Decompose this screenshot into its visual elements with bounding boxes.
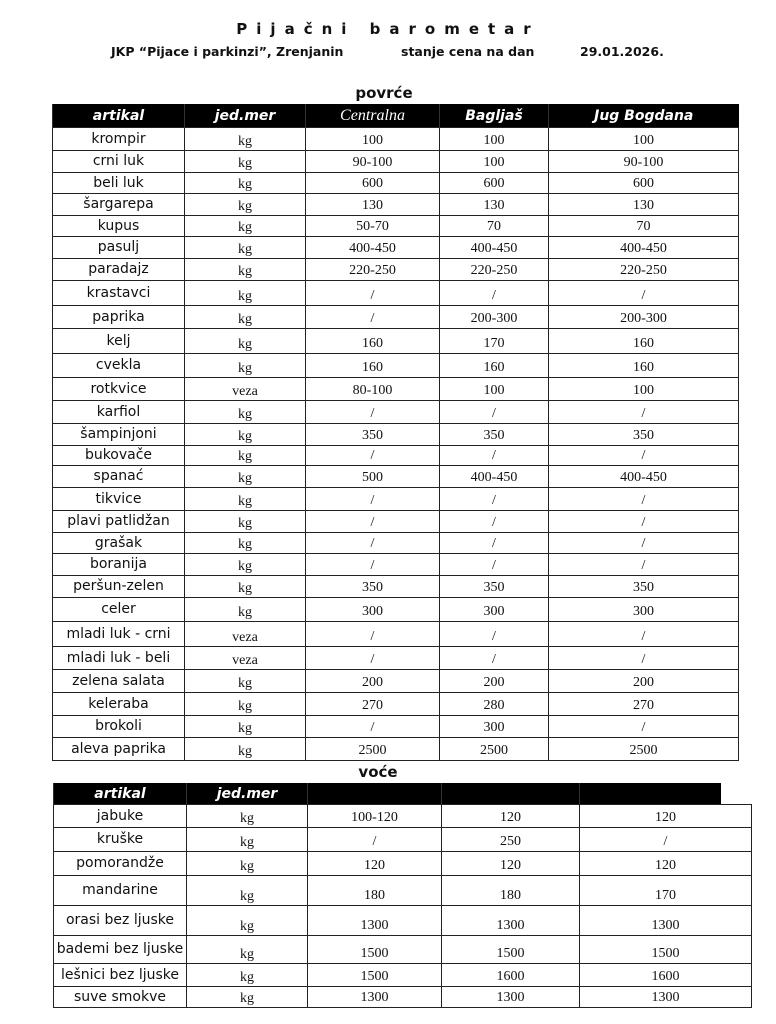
- cell-price-bagljas: /: [440, 401, 549, 424]
- cell-price-centralna: 1300: [308, 906, 442, 936]
- column-header-centralna: Centralna: [306, 104, 440, 128]
- cell-price-jug-bogdana: 350: [549, 576, 739, 598]
- cell-price-centralna: /: [306, 401, 440, 424]
- column-header-jedmer: jed.mer: [187, 783, 308, 804]
- cell-price-jug-bogdana: 170: [580, 876, 752, 906]
- cell-unit: kg: [185, 401, 306, 424]
- cell-price-centralna: /: [306, 306, 440, 329]
- cell-price-bagljas: 400-450: [440, 237, 549, 259]
- cell-price-centralna: 220-250: [306, 259, 440, 281]
- cell-artikal: lešnici bez ljuske: [54, 964, 187, 987]
- cell-unit: kg: [185, 554, 306, 576]
- table-row: [53, 259, 739, 281]
- cell-artikal: aleva paprika: [53, 738, 185, 761]
- cell-artikal: beli luk: [53, 173, 185, 194]
- cell-price-centralna: 180: [308, 876, 442, 906]
- cell-price-centralna: /: [306, 533, 440, 554]
- cell-unit: kg: [185, 670, 306, 693]
- cell-unit: kg: [185, 354, 306, 378]
- table-row: [53, 446, 739, 466]
- column-header-jedmer: jed.mer: [185, 104, 306, 128]
- cell-artikal: mandarine: [54, 876, 187, 906]
- cell-artikal: krastavci: [53, 281, 185, 306]
- cell-price-jug-bogdana: 400-450: [549, 237, 739, 259]
- fruit-table-body: [53, 804, 752, 1008]
- cell-unit: kg: [185, 693, 306, 716]
- cell-price-jug-bogdana: 160: [549, 354, 739, 378]
- cell-unit: kg: [185, 598, 306, 622]
- cell-price-jug-bogdana: /: [549, 622, 739, 647]
- cell-price-centralna: 300: [306, 598, 440, 622]
- cell-price-centralna: 200: [306, 670, 440, 693]
- column-header-jug-bogdana: Jug Bogdana: [549, 104, 739, 128]
- cell-price-centralna: /: [306, 716, 440, 738]
- table-row: [54, 876, 752, 906]
- table-row: [53, 533, 739, 554]
- cell-price-jug-bogdana: 70: [549, 216, 739, 237]
- cell-unit: kg: [185, 716, 306, 738]
- table-row: [54, 906, 752, 936]
- cell-price-bagljas: 1300: [442, 906, 580, 936]
- cell-price-bagljas: 200: [440, 670, 549, 693]
- cell-unit: kg: [185, 446, 306, 466]
- cell-price-jug-bogdana: /: [549, 716, 739, 738]
- vegetables-price-table: [52, 104, 739, 761]
- cell-price-jug-bogdana: 120: [580, 852, 752, 876]
- cell-price-bagljas: 180: [442, 876, 580, 906]
- cell-price-centralna: 160: [306, 329, 440, 354]
- cell-price-bagljas: 130: [440, 194, 549, 216]
- cell-unit: kg: [185, 511, 306, 533]
- cell-price-bagljas: 1600: [442, 964, 580, 987]
- cell-price-bagljas: /: [440, 622, 549, 647]
- cell-price-jug-bogdana: 2500: [549, 738, 739, 761]
- cell-artikal: pasulj: [53, 237, 185, 259]
- table-row: [53, 151, 739, 173]
- cell-unit: kg: [185, 488, 306, 511]
- cell-unit: kg: [185, 216, 306, 237]
- cell-artikal: kruške: [54, 828, 187, 852]
- table-row: [53, 237, 739, 259]
- cell-artikal: rotkvice: [53, 378, 185, 401]
- cell-unit: kg: [185, 259, 306, 281]
- cell-price-bagljas: 200-300: [440, 306, 549, 329]
- table-row: [53, 378, 739, 401]
- cell-price-bagljas: /: [440, 281, 549, 306]
- cell-price-jug-bogdana: 220-250: [549, 259, 739, 281]
- cell-price-jug-bogdana: 160: [549, 329, 739, 354]
- table-row: [53, 128, 739, 151]
- cell-price-centralna: 100-120: [308, 805, 442, 828]
- cell-artikal: spanać: [53, 466, 185, 488]
- cell-artikal: peršun-zelen: [53, 576, 185, 598]
- cell-price-bagljas: 300: [440, 716, 549, 738]
- cell-price-bagljas: 2500: [440, 738, 549, 761]
- table-row: [53, 306, 739, 329]
- table-row: [53, 738, 739, 761]
- cell-artikal: krompir: [53, 128, 185, 151]
- cell-price-centralna: 1300: [308, 987, 442, 1008]
- table-row: [53, 466, 739, 488]
- cell-artikal: kupus: [53, 216, 185, 237]
- table-row: [54, 987, 752, 1008]
- table-row: [53, 554, 739, 576]
- cell-price-jug-bogdana: 300: [549, 598, 739, 622]
- cell-unit: kg: [185, 128, 306, 151]
- cell-price-bagljas: 100: [440, 128, 549, 151]
- table-row: [53, 693, 739, 716]
- cell-artikal: zelena salata: [53, 670, 185, 693]
- table-row: [54, 852, 752, 876]
- date-label: stanje cena na dan: [401, 44, 535, 59]
- cell-price-centralna: 2500: [306, 738, 440, 761]
- cell-artikal: orasi bez ljuske: [54, 906, 187, 936]
- document-title: Pijačni barometar: [236, 20, 540, 38]
- cell-price-bagljas: /: [440, 533, 549, 554]
- table-row: [54, 828, 752, 852]
- table-row: [53, 216, 739, 237]
- cell-artikal: keleraba: [53, 693, 185, 716]
- column-header-market-3: [580, 783, 721, 804]
- cell-artikal: šargarepa: [53, 194, 185, 216]
- cell-artikal: crni luk: [53, 151, 185, 173]
- table-row: [53, 488, 739, 511]
- cell-price-jug-bogdana: 120: [580, 805, 752, 828]
- cell-unit: kg: [185, 424, 306, 446]
- cell-price-bagljas: /: [440, 488, 549, 511]
- cell-price-jug-bogdana: 1300: [580, 906, 752, 936]
- cell-unit: kg: [185, 173, 306, 194]
- cell-artikal: tikvice: [53, 488, 185, 511]
- cell-price-bagljas: 1500: [442, 936, 580, 964]
- cell-artikal: cvekla: [53, 354, 185, 378]
- cell-price-jug-bogdana: /: [549, 647, 739, 670]
- cell-unit: kg: [185, 194, 306, 216]
- cell-price-bagljas: 400-450: [440, 466, 549, 488]
- cell-price-centralna: 400-450: [306, 237, 440, 259]
- cell-price-bagljas: 250: [442, 828, 580, 852]
- cell-price-jug-bogdana: 350: [549, 424, 739, 446]
- cell-price-jug-bogdana: 400-450: [549, 466, 739, 488]
- cell-unit: kg: [185, 576, 306, 598]
- table-row: [53, 173, 739, 194]
- section-title-povrce: povrće: [355, 84, 413, 102]
- cell-price-centralna: /: [306, 511, 440, 533]
- cell-unit: kg: [187, 906, 308, 936]
- cell-price-jug-bogdana: /: [549, 554, 739, 576]
- table-row: [53, 576, 739, 598]
- cell-artikal: mladi luk - crni: [53, 622, 185, 647]
- cell-price-centralna: /: [306, 446, 440, 466]
- cell-price-centralna: 350: [306, 424, 440, 446]
- cell-price-centralna: 100: [306, 128, 440, 151]
- cell-price-centralna: /: [308, 828, 442, 852]
- cell-price-bagljas: /: [440, 647, 549, 670]
- cell-price-jug-bogdana: 1500: [580, 936, 752, 964]
- cell-price-centralna: /: [306, 647, 440, 670]
- cell-unit: kg: [187, 936, 308, 964]
- cell-price-centralna: /: [306, 281, 440, 306]
- section-title-voce: voće: [358, 763, 398, 781]
- table-row: [53, 622, 739, 647]
- cell-artikal: plavi patlidžan: [53, 511, 185, 533]
- cell-artikal: suve smokve: [54, 987, 187, 1008]
- cell-artikal: pomorandže: [54, 852, 187, 876]
- cell-unit: kg: [185, 533, 306, 554]
- cell-price-bagljas: 70: [440, 216, 549, 237]
- cell-artikal: grašak: [53, 533, 185, 554]
- cell-price-jug-bogdana: 270: [549, 693, 739, 716]
- cell-price-bagljas: 120: [442, 805, 580, 828]
- cell-price-bagljas: 160: [440, 354, 549, 378]
- column-header-artikal: artikal: [53, 104, 185, 128]
- cell-unit: kg: [187, 805, 308, 828]
- table-row: [53, 194, 739, 216]
- cell-unit: veza: [185, 622, 306, 647]
- cell-unit: veza: [185, 647, 306, 670]
- cell-unit: kg: [187, 876, 308, 906]
- cell-price-centralna: 1500: [308, 936, 442, 964]
- cell-price-bagljas: 600: [440, 173, 549, 194]
- cell-price-centralna: 500: [306, 466, 440, 488]
- cell-price-centralna: 1500: [308, 964, 442, 987]
- cell-price-jug-bogdana: 1600: [580, 964, 752, 987]
- cell-price-bagljas: 1300: [442, 987, 580, 1008]
- column-header-bagljas: Bagljaš: [440, 104, 549, 128]
- cell-price-centralna: 160: [306, 354, 440, 378]
- cell-price-bagljas: 300: [440, 598, 549, 622]
- cell-unit: kg: [185, 237, 306, 259]
- cell-price-jug-bogdana: /: [580, 828, 752, 852]
- cell-unit: kg: [185, 151, 306, 173]
- column-header-market-1: [308, 783, 442, 804]
- cell-price-jug-bogdana: 1300: [580, 987, 752, 1008]
- cell-artikal: paradajz: [53, 259, 185, 281]
- cell-price-jug-bogdana: /: [549, 511, 739, 533]
- cell-price-bagljas: /: [440, 511, 549, 533]
- cell-price-jug-bogdana: /: [549, 533, 739, 554]
- table-header-row: [54, 783, 721, 804]
- cell-artikal: bukovače: [53, 446, 185, 466]
- cell-price-jug-bogdana: 100: [549, 128, 739, 151]
- cell-price-centralna: 90-100: [306, 151, 440, 173]
- table-row: [53, 424, 739, 446]
- cell-artikal: boranija: [53, 554, 185, 576]
- cell-price-bagljas: 350: [440, 576, 549, 598]
- cell-price-jug-bogdana: 600: [549, 173, 739, 194]
- cell-artikal: šampinjoni: [53, 424, 185, 446]
- table-row: [53, 401, 739, 424]
- column-header-artikal: artikal: [54, 783, 187, 804]
- cell-price-jug-bogdana: 200-300: [549, 306, 739, 329]
- cell-price-centralna: 600: [306, 173, 440, 194]
- cell-price-jug-bogdana: 200: [549, 670, 739, 693]
- cell-unit: kg: [187, 828, 308, 852]
- cell-price-centralna: 350: [306, 576, 440, 598]
- cell-price-bagljas: 350: [440, 424, 549, 446]
- cell-price-jug-bogdana: 130: [549, 194, 739, 216]
- cell-artikal: bademi bez ljuske: [54, 936, 187, 964]
- table-row: [53, 354, 739, 378]
- table-row: [53, 598, 739, 622]
- cell-unit: kg: [187, 987, 308, 1008]
- table-row: [53, 511, 739, 533]
- cell-price-bagljas: 120: [442, 852, 580, 876]
- cell-price-jug-bogdana: /: [549, 488, 739, 511]
- cell-artikal: jabuke: [54, 805, 187, 828]
- cell-price-centralna: 120: [308, 852, 442, 876]
- cell-price-bagljas: /: [440, 446, 549, 466]
- report-date: 29.01.2026.: [580, 44, 664, 59]
- cell-price-centralna: 270: [306, 693, 440, 716]
- cell-unit: kg: [185, 306, 306, 329]
- cell-price-bagljas: 100: [440, 378, 549, 401]
- cell-price-jug-bogdana: 100: [549, 378, 739, 401]
- cell-price-bagljas: /: [440, 554, 549, 576]
- table-row: [54, 964, 752, 987]
- cell-unit: kg: [187, 964, 308, 987]
- cell-artikal: mladi luk - beli: [53, 647, 185, 670]
- cell-unit: kg: [187, 852, 308, 876]
- table-row: [54, 936, 752, 964]
- table-row: [53, 281, 739, 306]
- cell-price-centralna: /: [306, 488, 440, 511]
- cell-unit: kg: [185, 281, 306, 306]
- cell-unit: veza: [185, 378, 306, 401]
- cell-price-centralna: 80-100: [306, 378, 440, 401]
- table-row: [53, 329, 739, 354]
- column-header-market-2: [442, 783, 580, 804]
- cell-price-bagljas: 280: [440, 693, 549, 716]
- cell-artikal: karfiol: [53, 401, 185, 424]
- cell-unit: kg: [185, 329, 306, 354]
- cell-price-centralna: 50-70: [306, 216, 440, 237]
- cell-artikal: celer: [53, 598, 185, 622]
- cell-price-bagljas: 220-250: [440, 259, 549, 281]
- cell-price-bagljas: 100: [440, 151, 549, 173]
- table-header-row: [53, 104, 739, 128]
- cell-price-bagljas: 170: [440, 329, 549, 354]
- cell-price-centralna: /: [306, 554, 440, 576]
- cell-price-centralna: 130: [306, 194, 440, 216]
- cell-unit: kg: [185, 466, 306, 488]
- cell-artikal: kelj: [53, 329, 185, 354]
- cell-artikal: paprika: [53, 306, 185, 329]
- fruit-table-header: [53, 783, 721, 804]
- cell-price-jug-bogdana: /: [549, 446, 739, 466]
- cell-price-jug-bogdana: /: [549, 401, 739, 424]
- organization-name: JKP “Pijace i parkinzi”, Zrenjanin: [111, 44, 344, 59]
- cell-artikal: brokoli: [53, 716, 185, 738]
- table-row: [54, 805, 752, 828]
- table-row: [53, 670, 739, 693]
- cell-price-jug-bogdana: /: [549, 281, 739, 306]
- table-row: [53, 647, 739, 670]
- cell-price-centralna: /: [306, 622, 440, 647]
- table-row: [53, 716, 739, 738]
- cell-unit: kg: [185, 738, 306, 761]
- cell-price-jug-bogdana: 90-100: [549, 151, 739, 173]
